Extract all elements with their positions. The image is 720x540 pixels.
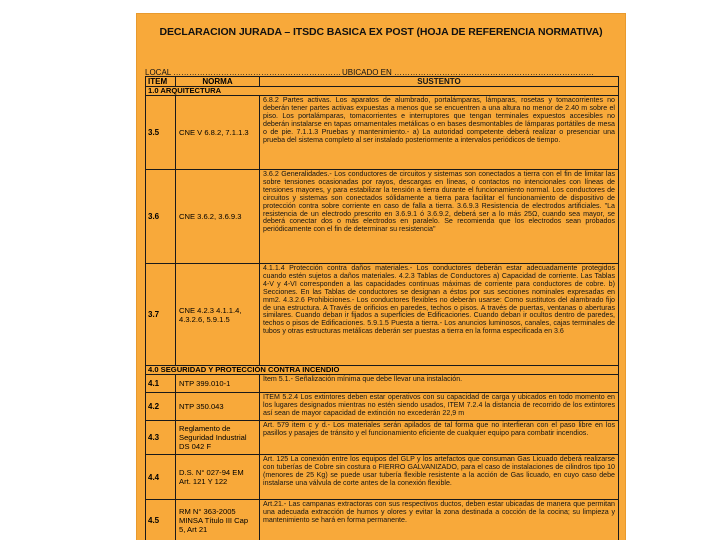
- row-item: 4.2: [146, 393, 176, 420]
- table-row: [146, 264, 618, 366]
- local-label: LOCAL ………………………………………………………: [145, 68, 342, 77]
- section-arquitectura: 1.0 ARQUITECTURA: [146, 87, 618, 96]
- row-item: 4.5: [146, 500, 176, 540]
- table-row: [146, 393, 618, 421]
- row-sustento: 4.1.1.4 Protección contra daños materiales.- Los conductores deberán estar adecuadamente protegidos cuando estén sujetos a daños materiales. 4.2.3 Tablas de Conductores a) Capacidad de corriente. Las Tablas 4-V y 4-VI corresponden a las capacidades continuas máximas de corriente para conductores de cobre. b) Secciones. En las Tablas de conductores se designan a éstos por sus secciones nominales expresadas en mm2. 4.3.2.6 Prohibiciones.- Los conductores flexibles no deberán usarse: Como sustitutos del alambrado fijo de una estructura. A Través de orificios en paredes, techos o pisos. A través de puertas, ventanas o aberturas similares. Cuando deban ir fijados a superficies de Edificaciones. Cuando deban ir ocultos dentro de paredes, techos o pisos de Edificaciones. 5.9.1.5 Puesta a tierra.- Los anuncios luminosos, canales, cajas terminales de tubos y otras estructuras metálicas deberán ser puestas a tierra en la forma especificada en 3.6: [263, 264, 615, 336]
- row-norma: RM N° 363-2005 MINSA Título III Cap 5, Art 21: [176, 500, 260, 540]
- row-item: 3.6: [146, 170, 176, 263]
- table-row: [146, 421, 618, 455]
- row-norma: Reglamento de Seguridad Industrial DS 042 F: [176, 421, 260, 454]
- row-item: 4.4: [146, 455, 176, 499]
- document-title: DECLARACION JURADA – ITSDC BASICA EX POST (HOJA DE REFERENCIA NORMATIVA): [159, 26, 603, 38]
- row-norma: CNE 4.2.3 4.1.1.4, 4.3.2.6, 5.9.1.5: [176, 264, 260, 365]
- row-item: 3.7: [146, 264, 176, 365]
- row-norma: NTP 399.010-1: [176, 375, 260, 392]
- row-norma: CNE 3.6.2, 3.6.9.3: [176, 170, 260, 263]
- section-seguridad: 4.0 SEGURIDAD Y PROTECCIÓN CONTRA INCENDIO: [146, 366, 618, 375]
- row-sustento: Ítem 5.1.- Señalización mínima que debe llevar una instalación.: [263, 375, 463, 383]
- table-row: [146, 500, 618, 540]
- table-header: [146, 77, 618, 87]
- row-norma: NTP 350.043: [176, 393, 260, 420]
- row-sustento: Art. 125 La conexión entre los equipos del GLP y los artefactos que consuman Gas Licuado deberá realizarse con tuberías de Cobre sin costura o FIERRO GALVANIZADO, para el caso de instalaciones de cilindros tipo 10 (menores de 25 Kg) se puede usar tubería flexible resistente a la acción de Gas licuado, en cuyo caso debe instalarse una válvula de corte antes de la conexión flexible.: [263, 455, 615, 487]
- header-sustento: SUSTENTO: [417, 77, 461, 86]
- row-item: 3.5: [146, 96, 176, 169]
- row-norma: D.S. N° 027-94 EM Art. 121 Y 122: [176, 455, 260, 499]
- row-sustento: ITEM 5.2.4 Los extintores deben estar operativos con su capacidad de carga y ubicados en todo momento en los lugares designados mientras no estén siendo usados, ITEM 7.2.4 la distancia de recorrido de los extintores así sean de mayor capacidad de extinción no excederán 22,9 m: [263, 393, 615, 417]
- row-sustento: 3.6.2 Generalidades.- Los conductores de circuitos y sistemas son conectados a tierra con el fin de limitar las sobre tensiones ocasionadas por rayos, descargas en líneas, o contactos no intencionales con líneas de tensiones mayores, y para estabilizar la tensión a tierra durante el funcionamiento normal. Los conductores de circuitos y sistemas son conectados sólidamente a tierra para facilitar el funcionamiento de dispositivo de protección contra sobre corriente en caso de falla a tierra. 3.6.9.3 Resistencia de electrodos artificiales. "La resistencia de un electrodo prescrito en 3.6.9.1 ó 3.6.9.2, deberá ser a lo más 25Ω, cuando sea mayor, se deberá conectar dos o más electrodos en paralelo. Se recomienda que los electrodos sean probados periódicamente con el fin de determinar su resistencia": [263, 170, 615, 234]
- table-row: [146, 455, 618, 500]
- header-item: ITEM: [146, 77, 176, 86]
- row-sustento: Art.21.- Las campanas extractoras con sus respectivos ductos, deben estar ubicadas de manera que permitan una adecuada extracción de humos y olores y evitar la zona destinada a cocción de la cocina; su limpieza y mantenimiento se hará en forma permanente.: [263, 500, 615, 524]
- row-sustento: 6.8.2 Partes activas. Los aparatos de alumbrado, portalámparas, lámparas, rosetas y tomacorrientes no deberán tener partes activas expuestas a menos que se encuentren a una altura no menor de 2.40 m sobre el piso. Los portalámparas, tomacorrientes e interruptores que tengan terminales expuestos accesibles no deberán instalarse en tapas ornamentales metálicas o en bases desmontables de lámparas portátiles de mesa o de pie. 7.1.1.3 Pruebas y mantenimiento.- a) La autoridad competente deberá realizar o presenciar una prueba del sistema completo al ser instalado posteriormente a intervalos periódicos de tiempo.: [263, 96, 615, 144]
- ubicado-label: UBICADO EN …………………………………………………………………: [342, 68, 595, 77]
- table-row: [146, 170, 618, 264]
- table-row: [146, 375, 618, 393]
- row-norma: CNE V 6.8.2, 7.1.1.3: [176, 96, 260, 169]
- normative-table: [145, 76, 619, 540]
- header-norma: NORMA: [176, 77, 260, 86]
- document-page: [137, 14, 625, 540]
- row-item: 4.3: [146, 421, 176, 454]
- row-item: 4.1: [146, 375, 176, 392]
- table-row: [146, 96, 618, 170]
- row-sustento: Art. 579 item c y d.- Los materiales serán apilados de tal forma que no interfieran con el paso libre en los pasillos y pasajes de tránsito y el funcionamiento eficiente de cualquier equipo para combatir incendios.: [263, 421, 615, 437]
